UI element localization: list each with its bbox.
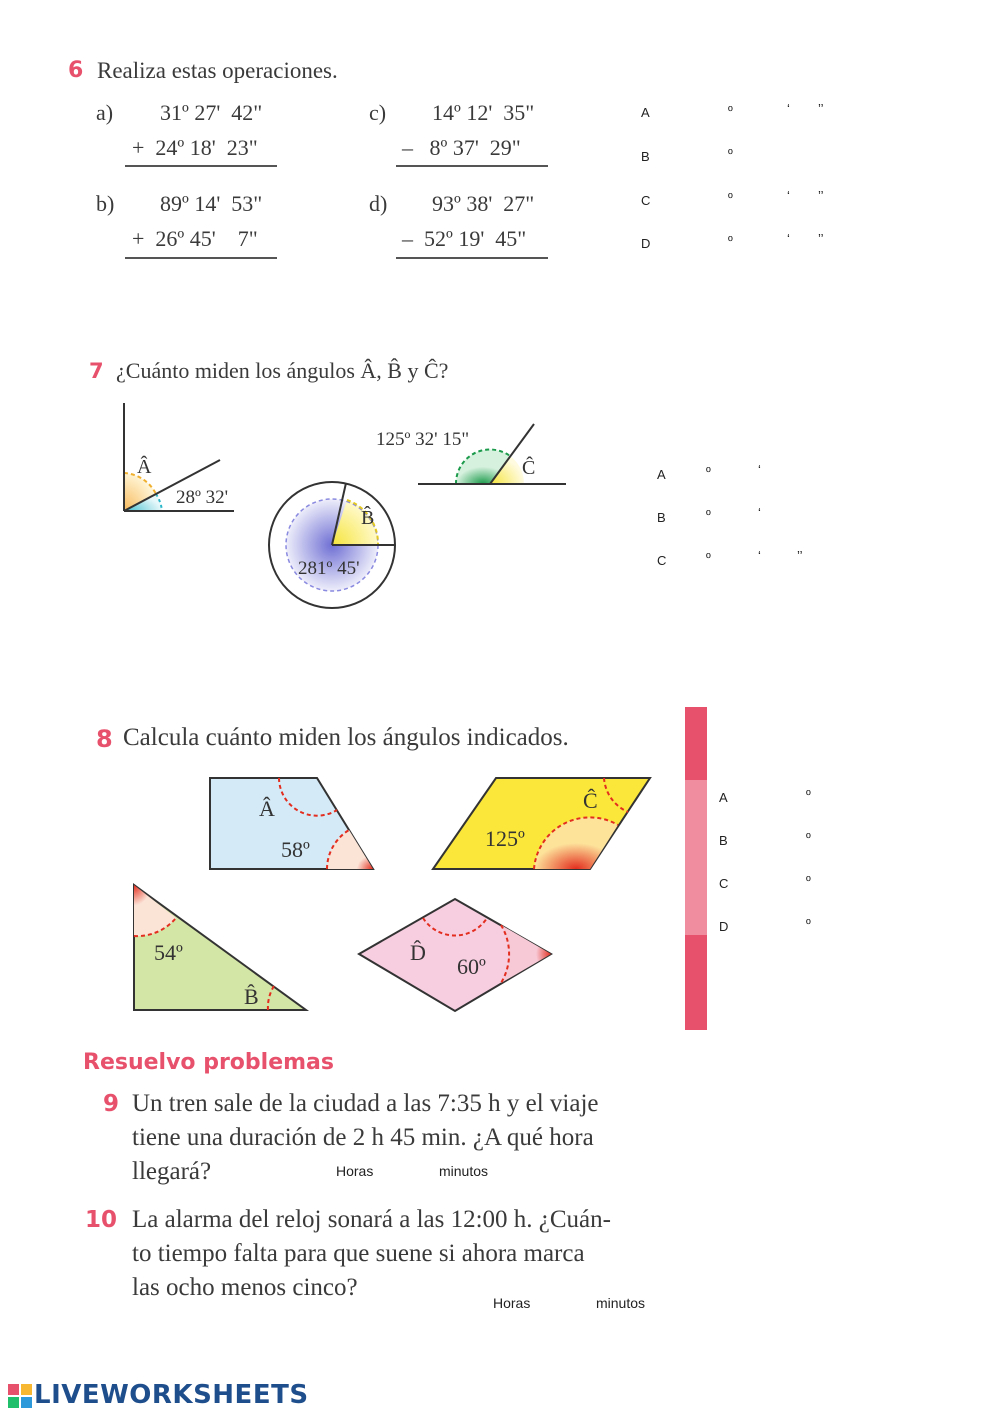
answer-8d-key: D <box>719 919 729 934</box>
answer-7a-key: A <box>657 467 666 482</box>
op-a-line2: + 24º 18' 23" <box>132 135 258 160</box>
exercise-9-hours-label[interactable]: Horas <box>336 1163 374 1179</box>
trapezoid-angle-a-name: Â <box>259 796 275 821</box>
answer-6a-key: A <box>641 105 650 120</box>
answer-7c-key: C <box>657 553 667 568</box>
side-bar-tab <box>676 780 714 935</box>
exercise-6-number: 6 <box>68 58 84 83</box>
op-b-line2: + 26º 45' 7" <box>132 226 258 251</box>
op-d-line2: – 52º 19' 45" <box>402 226 527 251</box>
exercise-8-statement: Calcula cuánto miden los ángulos indicados. <box>123 724 569 751</box>
exercise-7-statement: ¿Cuánto miden los ángulos Â, B̂ y Ĉ? <box>116 358 449 383</box>
footer-brand: LIVEWORKSHEETS <box>34 1380 309 1410</box>
op-b-line1: 89º 14' 53" <box>160 191 263 216</box>
trapezoid-figure <box>205 772 380 876</box>
answer-7c-minute[interactable]: ‘ <box>758 548 761 563</box>
op-a-label: a) <box>96 100 114 125</box>
angle-b-figure <box>265 478 400 613</box>
answer-6d-key: D <box>641 236 651 251</box>
answer-8a-key: A <box>719 790 728 805</box>
exercise-10-line1: La alarma del reloj sonará a las 12:00 h. ¿Cuán- <box>132 1206 611 1233</box>
angle-b-value: 281º 45' <box>298 558 360 579</box>
rhombus-figure <box>355 896 555 1014</box>
answer-7b-degree[interactable]: º <box>706 507 711 522</box>
answer-7b-key: B <box>657 510 666 525</box>
op-c-rule <box>396 165 548 167</box>
op-d-rule <box>396 257 548 259</box>
answer-7c-second[interactable]: ’’ <box>797 548 803 563</box>
answer-6d-minute[interactable]: ‘ <box>787 231 790 246</box>
exercise-9-line2: tiene una duración de 2 h 45 min. ¿A qué hora <box>132 1124 594 1151</box>
exercise-10-number: 10 <box>85 1207 118 1233</box>
exercise-10-line2: to tiempo falta para que suene si ahora marca <box>132 1240 585 1267</box>
answer-8c-degree[interactable]: º <box>806 873 811 888</box>
op-b-label: b) <box>96 191 115 216</box>
parallelogram-figure <box>428 772 656 876</box>
answer-7c-degree[interactable]: º <box>706 550 711 565</box>
answer-6a-second[interactable]: ’’ <box>818 101 824 116</box>
answer-6a-minute[interactable]: ‘ <box>787 101 790 116</box>
angle-c-figure <box>370 420 575 495</box>
op-c-line1: 14º 12' 35" <box>432 100 535 125</box>
answer-8b-key: B <box>719 833 728 848</box>
op-b-rule <box>125 257 277 259</box>
angle-a-figure <box>110 395 250 520</box>
parallelogram-angle-125-value: 125º <box>485 826 525 851</box>
answer-6b-degree[interactable]: º <box>728 146 733 161</box>
answer-6c-second[interactable]: ’’ <box>818 188 824 203</box>
triangle-figure <box>128 880 313 1015</box>
answer-7b-minute[interactable]: ‘ <box>758 505 761 520</box>
angle-c-value: 125º 32' 15" <box>376 429 470 450</box>
op-c-label: c) <box>369 100 387 125</box>
op-a-rule <box>125 165 277 167</box>
triangle-angle-54-value: 54º <box>154 940 183 965</box>
angle-c-name: Ĉ <box>522 457 536 479</box>
rhombus-angle-d-name: D̂ <box>410 940 426 965</box>
exercise-10-hours-label[interactable]: Horas <box>493 1295 531 1311</box>
answer-7a-degree[interactable]: º <box>706 464 711 479</box>
answer-6d-degree[interactable]: º <box>728 233 733 248</box>
exercise-10-minutes-label[interactable]: minutos <box>596 1295 646 1311</box>
answer-8a-degree[interactable]: º <box>806 787 811 802</box>
exercise-9-number: 9 <box>103 1091 120 1117</box>
answer-6b-key: B <box>641 149 650 164</box>
op-a-line1: 31º 27' 42" <box>160 100 263 125</box>
op-d-line1: 93º 38' 27" <box>432 191 535 216</box>
angle-a-name: Â <box>137 456 152 478</box>
trapezoid-angle-58-value: 58º <box>281 837 310 862</box>
exercise-9-line1: Un tren sale de la ciudad a las 7:35 h y el viaje <box>132 1090 599 1117</box>
rhombus-angle-60-value: 60º <box>457 954 486 979</box>
exercise-7-number: 7 <box>89 359 104 383</box>
op-d-label: d) <box>369 191 388 216</box>
angle-a-value: 28º 32' <box>176 487 229 508</box>
exercise-9-line3: llegará? <box>132 1158 212 1185</box>
triangle-angle-b-name: B̂ <box>244 984 259 1009</box>
exercise-6-statement: Realiza estas operaciones. <box>97 58 338 83</box>
answer-8b-degree[interactable]: º <box>806 830 811 845</box>
answer-6c-minute[interactable]: ‘ <box>787 188 790 203</box>
exercise-10-line3: las ocho menos cinco? <box>132 1274 358 1301</box>
exercise-8-number: 8 <box>96 725 113 753</box>
answer-6d-second[interactable]: ’’ <box>818 231 824 246</box>
answer-6c-key: C <box>641 193 651 208</box>
op-c-line2: – 8º 37' 29" <box>402 135 521 160</box>
section-title: Resuelvo problemas <box>83 1050 334 1075</box>
exercise-9-minutes-label[interactable]: minutos <box>439 1163 489 1179</box>
answer-8d-degree[interactable]: º <box>806 916 811 931</box>
angle-b-name: B̂ <box>361 507 375 529</box>
answer-6a-degree[interactable]: º <box>728 103 733 118</box>
answer-7a-minute[interactable]: ‘ <box>758 462 761 477</box>
parallelogram-angle-c-name: Ĉ <box>583 788 598 813</box>
answer-6c-degree[interactable]: º <box>728 190 733 205</box>
answer-8c-key: C <box>719 876 729 891</box>
liveworksheets-logo-icon <box>8 1384 32 1408</box>
